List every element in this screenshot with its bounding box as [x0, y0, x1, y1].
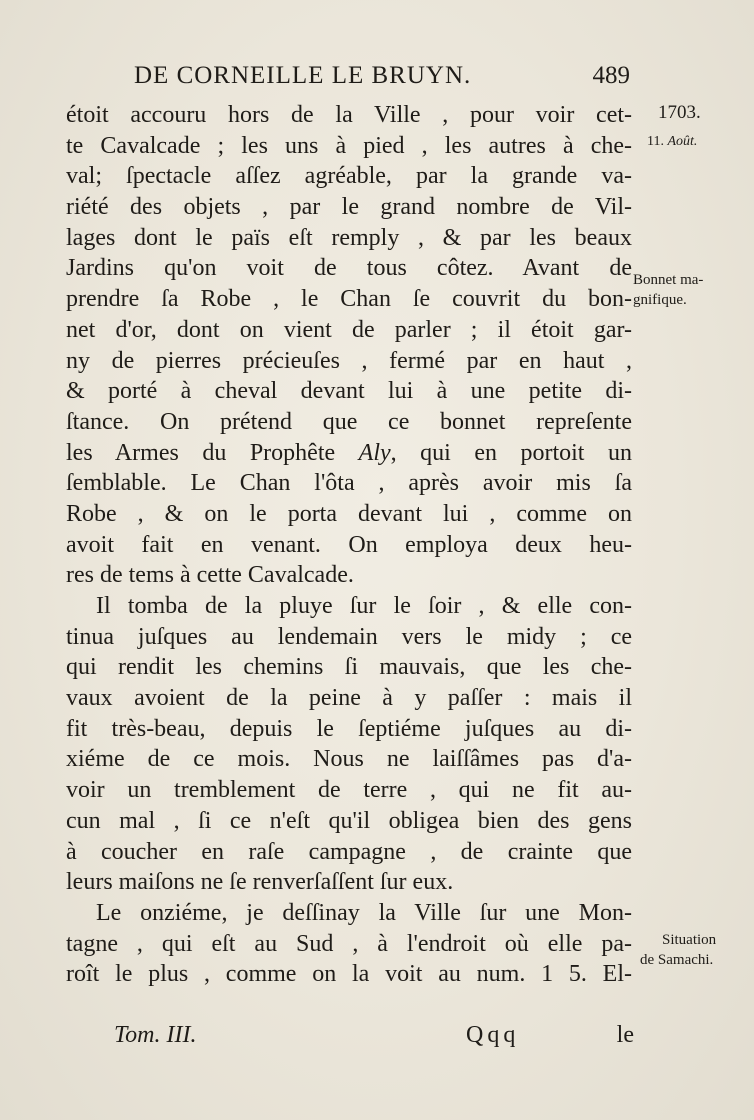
- text-line: voir un tremblement de terre , qui ne fit au-: [66, 777, 632, 804]
- text-segment: les Armes du Prophête: [66, 439, 359, 466]
- margin-note-bonnet-line1: Bonnet ma-: [633, 272, 704, 288]
- margin-note-situation-line1: Situation: [662, 932, 717, 948]
- text-line: res de tems à cette Cavalcade.: [66, 562, 354, 589]
- text-segment: , qui en portoit un: [390, 439, 632, 466]
- text-line: net d'or, dont on vient de parler ; il étoit gar-: [66, 316, 632, 343]
- margin-date: [647, 134, 697, 150]
- text-line: tinua juſques au lendemain vers le midy ; ce: [66, 623, 632, 650]
- text-line: val; ſpectacle aſſez agréable, par la grande va-: [66, 163, 632, 190]
- signature-mark: Qqq: [466, 1022, 520, 1048]
- text-line: ny de pierres précieuſes , fermé par en haut ,: [66, 347, 632, 374]
- running-head: DE CORNEILLE LE BRUYN.: [134, 62, 472, 89]
- text-line: riété des objets , par le grand nombre de Vil-: [66, 194, 632, 221]
- prophet-name: Aly: [358, 439, 391, 466]
- text-line: avoit fait en venant. On employa deux heu-: [66, 531, 632, 558]
- margin-note-bonnet: [633, 270, 703, 310]
- body-text: [66, 100, 632, 990]
- margin-date-day: 11.: [647, 134, 664, 149]
- tome-number: Tom. III.: [114, 1022, 197, 1048]
- paragraph-start: Le onziéme, je deſſinay la Ville ſur une Mon-: [96, 899, 632, 926]
- text-line: xiéme de ce mois. Nous ne laiſſâmes pas d'a-: [66, 746, 632, 773]
- text-line: vaux avoient de la peine à y paſſer : mais il: [66, 685, 632, 712]
- text-line: qui rendit les chemins ſi mauvais, que les che-: [66, 654, 632, 681]
- text-line: cun mal , ſi ce n'eſt qu'il obligea bien des gens: [66, 807, 632, 834]
- text-line: étoit accouru hors de la Ville , pour voir cet-: [66, 102, 632, 128]
- paragraph-start: Il tomba de la pluye ſur le ſoir , & elle con-: [96, 593, 632, 619]
- text-line: à coucher en raſe campagne , de crainte que: [66, 838, 632, 865]
- page-footer: [114, 1022, 634, 1054]
- text-line: Jardins qu'on voit de tous côtez. Avant de: [66, 255, 632, 282]
- text-line: roît le plus , comme on la voit au num. 1 5. El-: [66, 961, 632, 988]
- margin-date-month: Août.: [667, 134, 698, 149]
- margin-year: 1703.: [658, 102, 701, 123]
- text-line: ſemblable. Le Chan l'ôta , après avoir mis ſa: [66, 470, 632, 497]
- text-line: Robe , & on le porta devant lui , comme on: [66, 500, 632, 527]
- text-line: ſtance. On prétend que ce bonnet repreſente: [66, 408, 632, 435]
- text-line: tagne , qui eſt au Sud , à l'endroit où elle pa-: [66, 930, 632, 957]
- catchword: le: [616, 1022, 634, 1048]
- text-line: & porté à cheval devant lui à une petite di-: [66, 378, 632, 405]
- text-line: te Cavalcade ; les uns à pied , les autres à che-: [66, 132, 632, 159]
- text-line: lages dont le païs eſt remply , & par les beaux: [66, 224, 632, 251]
- text-line: prendre ſa Robe , le Chan ſe couvrit du bon-: [66, 286, 632, 313]
- margin-note-situation: [640, 930, 716, 970]
- margin-note-situation-line2: de Samachi.: [640, 952, 714, 968]
- page-header: [134, 62, 634, 98]
- page-number: 489: [592, 62, 630, 89]
- margin-note-bonnet-line2: gnifique.: [633, 292, 687, 308]
- text-line-with-name: [66, 438, 632, 469]
- text-line: fit très-beau, depuis le ſeptiéme juſques au di-: [66, 715, 632, 742]
- text-line: leurs maiſons ne ſe renverſaſſent ſur eux.: [66, 869, 454, 896]
